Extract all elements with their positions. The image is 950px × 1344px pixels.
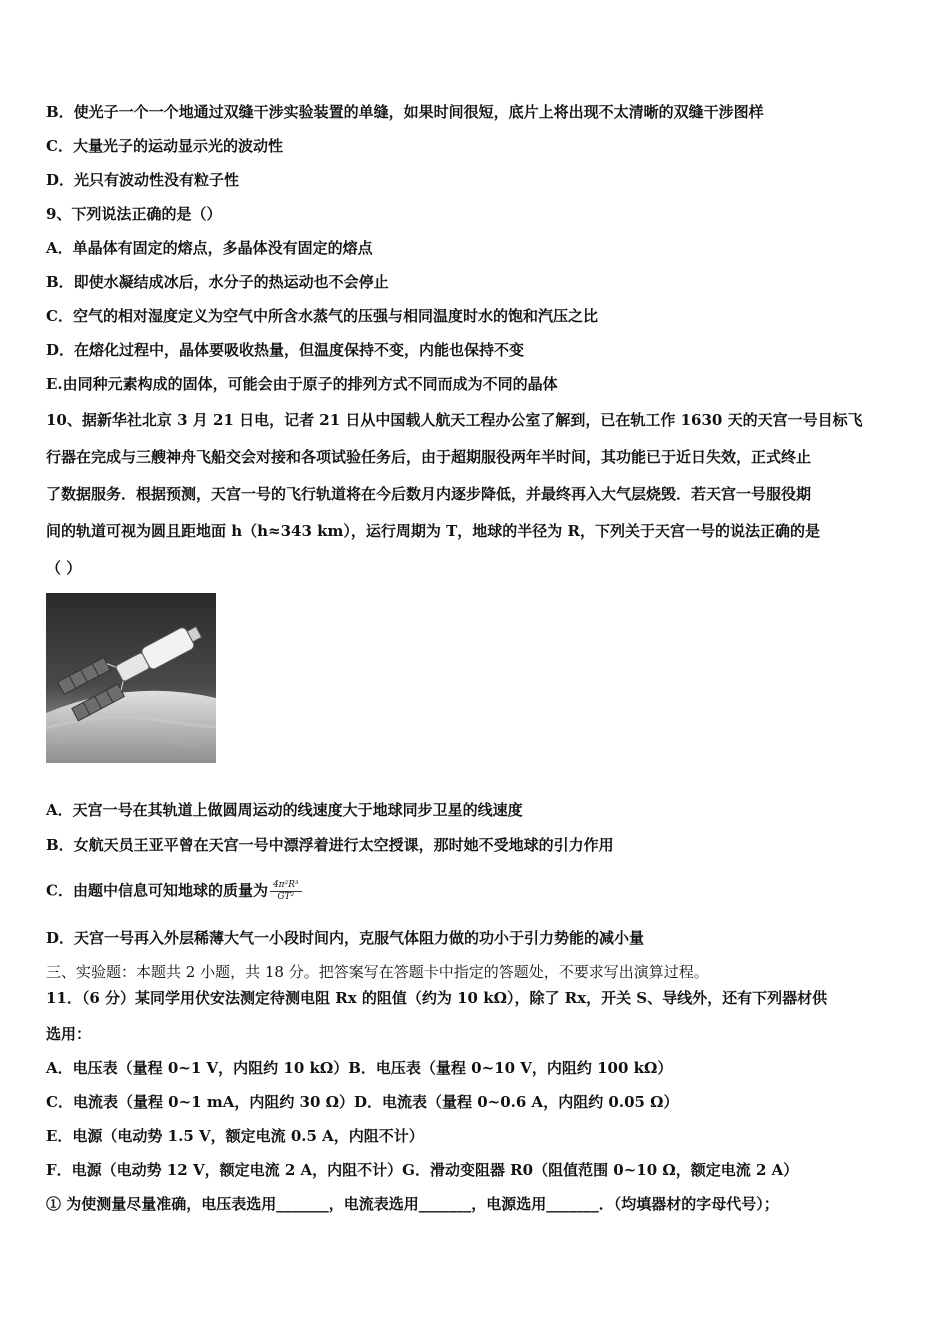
space-station-illustration [46,593,216,763]
earth-mass-fraction: $\frac{\text{4π²R³}}{\text{GT²}}$ [270,880,302,903]
q9-option-e: E.由同种元素构成的固体，可能会由于原子的排列方式不同而成为不同的晶体 [46,375,558,393]
q10-stem-line4: 间的轨道可视为圆且距地面 h（h≈343 km），运行周期为 T，地球的半径为 R，下列关于天宫一号的说法正确的是 [46,522,820,540]
q10-option-b: B．女航天员王亚平曾在天宫一号中漂浮着进行太空授课，那时她不受地球的引力作用 [46,836,614,854]
q10-option-a: A．天宫一号在其轨道上做圆周运动的线速度大于地球同步卫星的线速度 [46,801,523,819]
q9-option-c: C．空气的相对湿度定义为空气中所含水蒸气的压强与相同温度时水的饱和汽压之比 [46,307,598,325]
q9-option-b: B．即使水凝结成冰后，水分子的热运动也不会停止 [46,273,389,291]
section3-heading: 三、实验题：本题共 2 小题，共 18 分。把答案写在答题卡中指定的答题处，不要求写出演算过程。 [46,963,709,981]
q11-stem-line2: 选用： [46,1025,92,1043]
q11-option-cd: C．电流表（量程 0~1 mA，内阻约 30 Ω）D．电流表（量程 0~0.6 A，内阻约 0.05 Ω） [46,1093,679,1111]
q9-option-d: D．在熔化过程中，晶体要吸收热量，但温度保持不变，内能也保持不变 [46,341,525,359]
q10-option-d: D．天宫一号再入外层稀薄大气一小段时间内，克服气体阻力做的功小于引力势能的减小量 [46,929,645,947]
q10-stem-line5: （ ） [46,559,82,577]
q10-option-c: C．由题中信息可知地球的质量为 $\frac{\text{4π²R³}}{\text{GT²}}$ [46,880,302,903]
q10-stem-line1: 10、据新华社北京 3 月 21 日电，记者 21 日从中国载人航天工程办公室了解到，已在轨工作 1630 天的天宫一号目标飞 [46,411,863,429]
q10-stem-line2: 行器在完成与三艘神舟飞船交会对接和各项试验任务后，由于超期服役两年半时间，其功能已于近日失效，正式终止 [46,448,812,466]
q11-item-1: ① 为使测量尽量准确，电压表选用_______，电流表选用_______，电源选用_______．（均填器材的字母代号）； [46,1195,779,1213]
q8-option-d: D．光只有波动性没有粒子性 [46,171,240,189]
q11-stem-line1: 11．（6 分）某同学用伏安法测定待测电阻 Rx 的阻值（约为 10 kΩ），除了 Rx，开关 S、导线外，还有下列器材供 [46,989,828,1007]
tiangong-photo [46,593,216,763]
q8-option-b: B．使光子一个一个地通过双缝干涉实验装置的单缝，如果时间很短，底片上将出现不太清晰的双缝干涉图样 [46,103,764,121]
q11-option-ab: A．电压表（量程 0~1 V，内阻约 10 kΩ）B．电压表（量程 0~10 V，内阻约 100 kΩ） [46,1059,673,1077]
q8-option-c: C．大量光子的运动显示光的波动性 [46,137,283,155]
q10-stem-line3: 了数据服务．根据预测，天宫一号的飞行轨道将在今后数月内逐步降低，并最终再入大气层烧毁．若天宫一号服役期 [46,485,812,503]
q11-option-fg: F．电源（电动势 12 V，额定电流 2 A，内阻不计）G．滑动变阻器 R0（阻值范围 0~10 Ω，额定电流 2 A） [46,1161,799,1179]
q11-option-e: E．电源（电动势 1.5 V，额定电流 0.5 A，内阻不计） [46,1127,424,1145]
q9-option-a: A．单晶体有固定的熔点，多晶体没有固定的熔点 [46,239,373,257]
q9-stem: 9、下列说法正确的是（） [46,205,222,223]
